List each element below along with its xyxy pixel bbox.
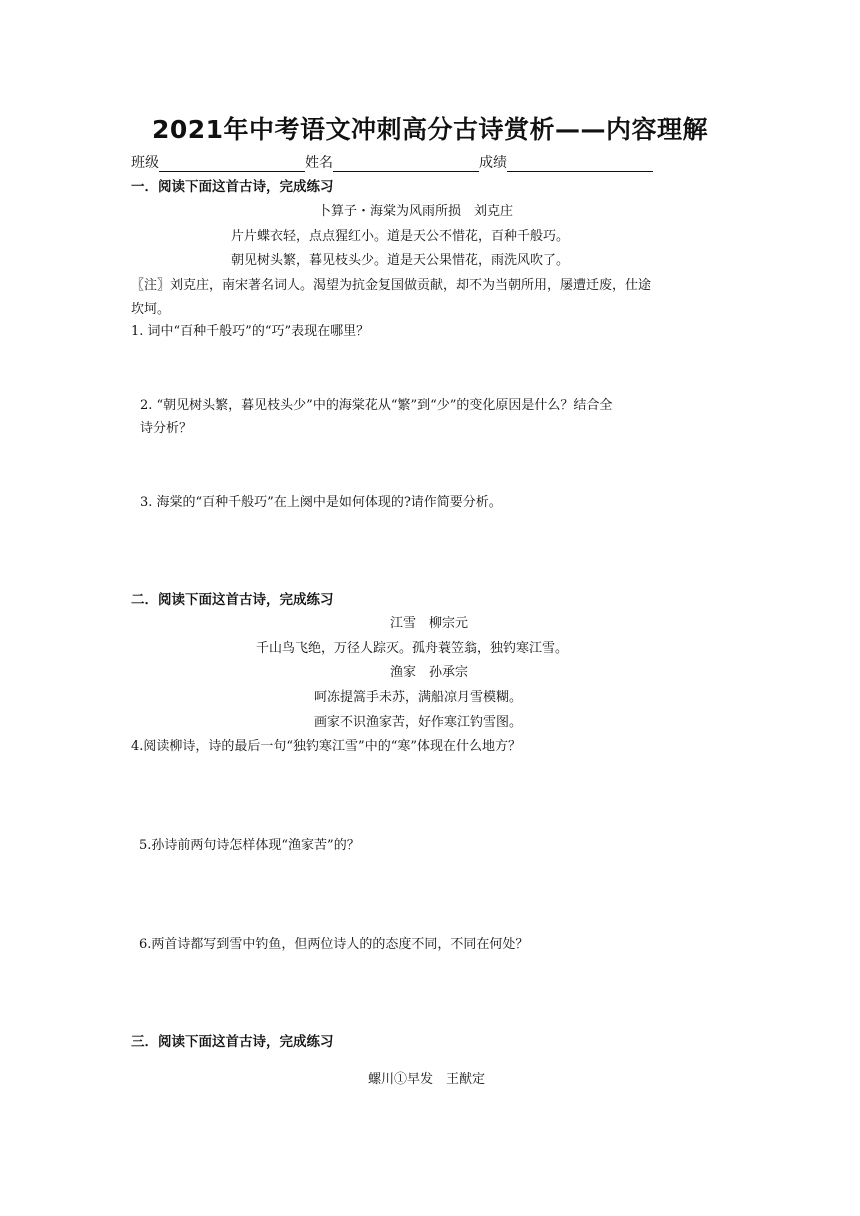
question-2: 2. “朝见树头繁，暮见枝头少”中的海棠花从“繁”到“少”的变化原因是什么？结合全 [140, 398, 613, 413]
question-3: 3. 海棠的“百种千般巧”在上阕中是如何体现的?请作简要分析。 [140, 495, 502, 510]
poem-title-yujia: 渔家 孙承宗 [390, 665, 469, 680]
section1-poem-line: 朝见树头繁，暮见枝头少。道是天公果惜花，雨洗风吹了。 [231, 253, 570, 268]
class-blank [159, 156, 305, 172]
section1-heading: 一．阅读下面这首古诗，完成练习 [131, 179, 334, 195]
section1-poem-title: 卜算子・海棠为风雨所损 刘克庄 [318, 204, 514, 219]
section1-note-cont: 坎坷。 [131, 302, 171, 317]
section2-heading: 二．阅读下面这首古诗，完成练习 [131, 592, 334, 608]
question-6: 6.两首诗都写到雪中钓鱼，但两位诗人的的态度不同，不同在何处？ [139, 937, 529, 952]
question-2-cont: 诗分析？ [140, 421, 193, 436]
class-label: 班级 [131, 155, 159, 171]
page-title: 2021年中考语文冲刺高分古诗赏析——内容理解 [151, 115, 709, 144]
name-label: 姓名 [305, 155, 333, 171]
question-5: 5.孙诗前两句诗怎样体现“渔家苦”的？ [139, 838, 360, 853]
score-label: 成绩 [479, 155, 507, 171]
name-blank [333, 156, 479, 172]
question-4: 4.阅读柳诗，诗的最后一句“独钓寒江雪”中的“寒”体现在什么地方？ [131, 739, 521, 754]
poem-line-yujia: 画家不识渔家苦，好作寒江钓雪图。 [314, 715, 523, 730]
section1-poem-line: 片片蝶衣轻，点点猩红小。道是天公不惜花，百种千般巧。 [231, 229, 570, 244]
poem-line-jiangxue: 千山鸟飞绝，万径人踪灭。孤舟蓑笠翁，独钓寒江雪。 [256, 641, 569, 656]
section3-poem-title: 螺川①早发 王猷定 [368, 1072, 486, 1087]
student-info-line [131, 152, 653, 172]
poem-title-jiangxue: 江雪 柳宗元 [390, 616, 469, 631]
score-blank [507, 156, 653, 172]
section3-heading: 三．阅读下面这首古诗，完成练习 [131, 1034, 334, 1050]
question-1: 1. 词中“百种千般巧”的“巧”表现在哪里？ [131, 324, 370, 339]
section1-note: 〖注〗刘克庄，南宋著名词人。渴望为抗金复国做贡献，却不为当朝所用，屡遭迁废，仕途 [131, 278, 652, 293]
poem-line-yujia: 呵冻提篙手未苏，满船凉月雪模糊。 [314, 690, 523, 705]
